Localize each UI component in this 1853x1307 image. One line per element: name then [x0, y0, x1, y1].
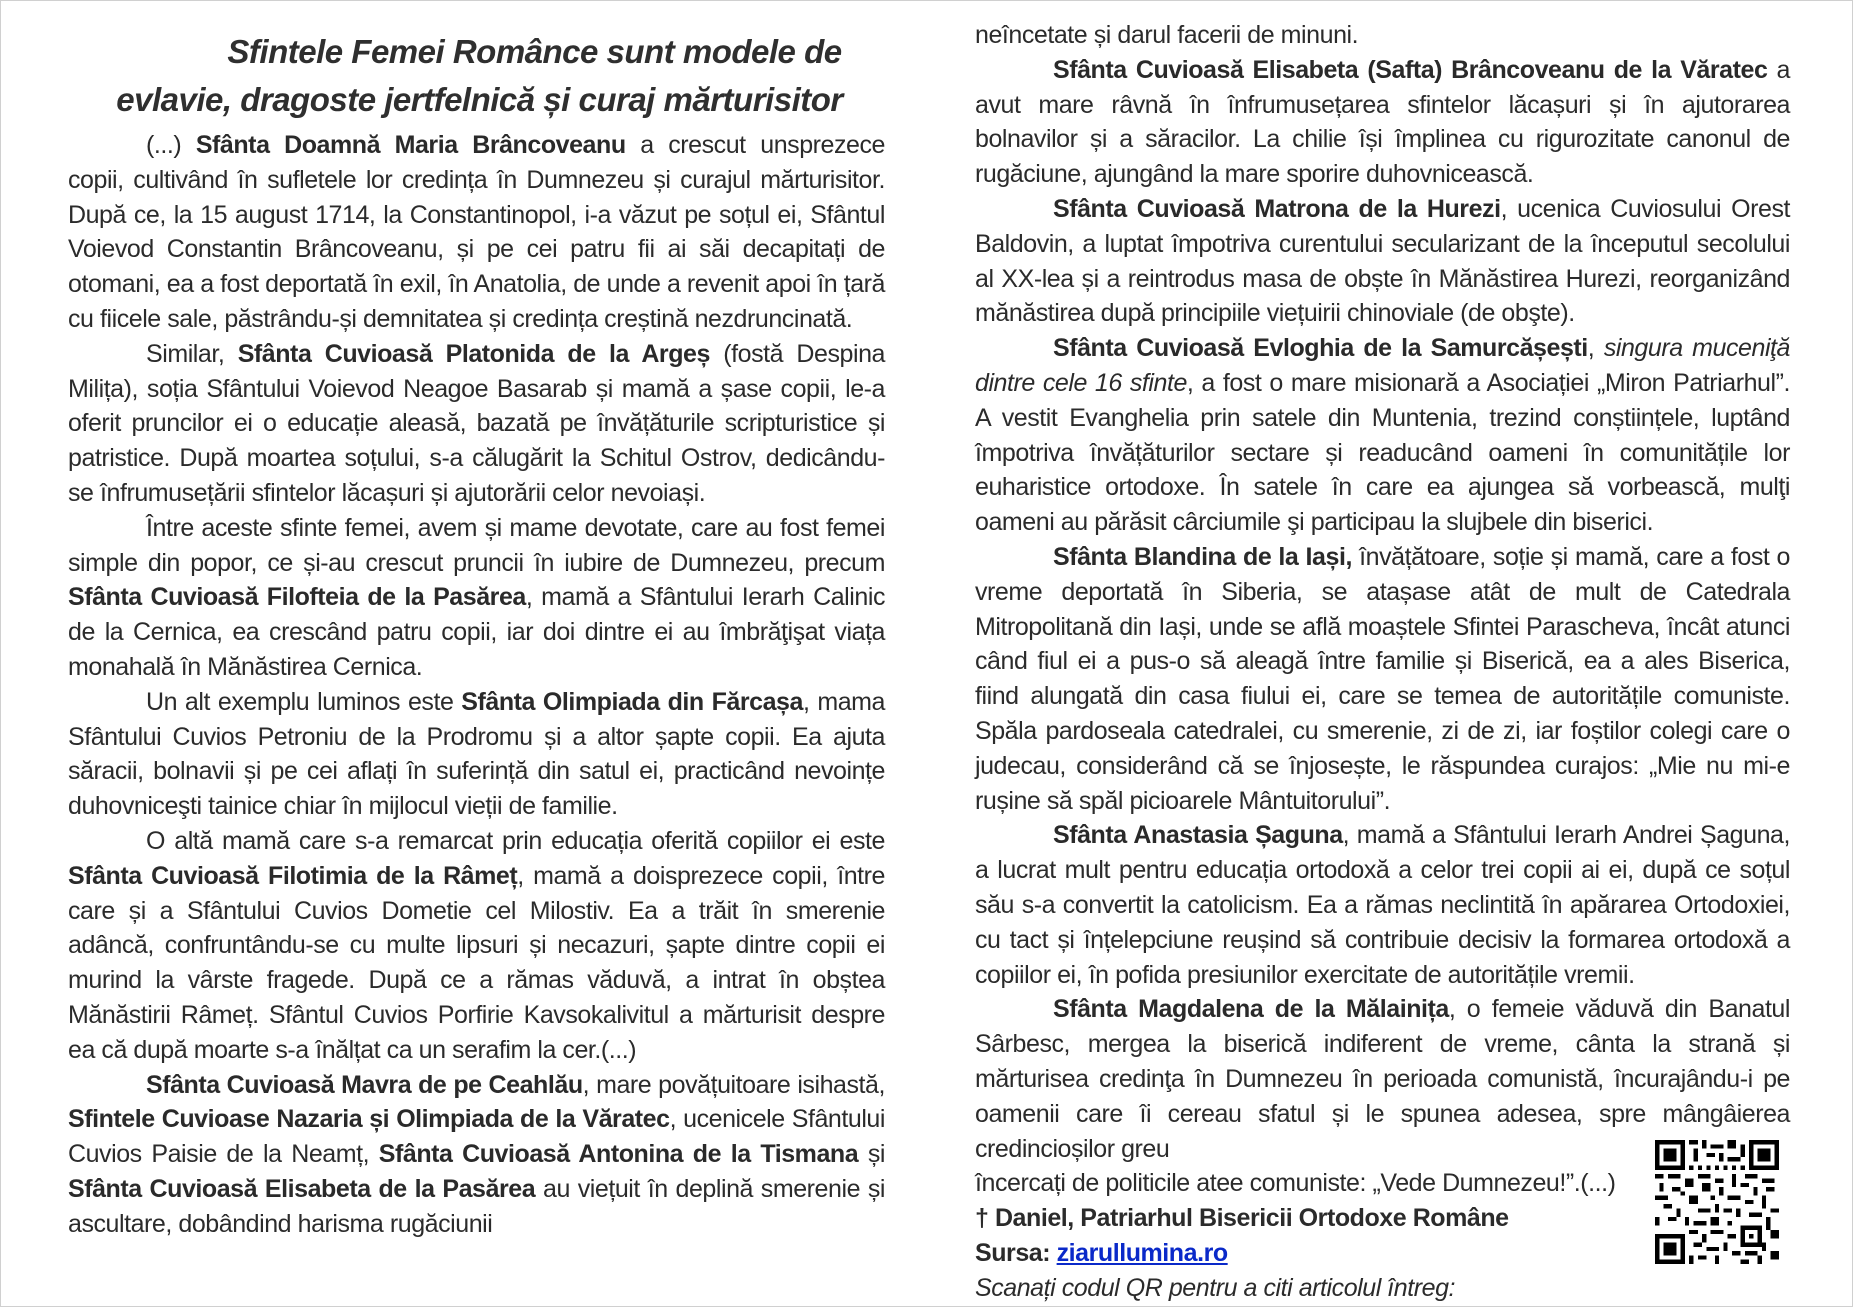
saint-name: Sfânta Cuvioasă Filofteia de la Pasărea — [68, 583, 526, 612]
saint-name: Sfânta Olimpiada din Fărcașa — [461, 687, 803, 716]
right-column — [975, 18, 1790, 1305]
saint-name: Sfânta Cuvioasă Mavra de pe Ceahlău — [146, 1070, 583, 1099]
qr-code-icon[interactable] — [1655, 1140, 1779, 1264]
saint-name: Sfânta Cuvioasă Antonina de la Tismana — [378, 1140, 859, 1169]
saint-name: Sfintele Cuvioase Nazaria și Olimpiada de la Văratec — [68, 1105, 670, 1134]
paragraph-mavra-nazaria-antonina: Sfânta Cuvioasă Mavra de pe Ceahlău, mare povățuitoare isihastă, Sfintele Cuvioase Nazaria și Olimpiada de la Văratec, ucenicele Sfântului Cuvios Paisie de la Neamț, Sfânta Cuvioasă Antonina de la Tismana și Sfânta Cuvioasă Elisabeta de la Pasărea au viețuit în deplină smerenie și ascultare, dobândind harisma rugăciunii — [68, 1070, 886, 1238]
paragraph-filotimia: O altă mamă care s-a remarcat prin educația oferită copiilor ei este Sfânta Cuvioasă Filotimia de la Râmeț, mamă a doisprezece copii, între care și a Sfântului Cuvios Dometie cel Milostiv. Ea a trăit în smerenie adâncă, confruntându-se cu multe lipsuri și necazuri, șapte dintre copii ei murind la vârste fragede. După ce a rămas văduvă, a intrat în obștea Mănăstirii Râmeț. Sfântul Cuvios Porfirie Kavsokalivitul a mărturisit despre ea că după moarte s-a înălțat ca un serafim la cer.(...) — [68, 826, 885, 1064]
paragraph-magdalena-last-line: încercați de politicile atee comuniste: „Vede Dumnezeu!”.(...) — [975, 1169, 1616, 1198]
emphasis-text: singura muceniţă dintre cele 16 sfinte — [975, 334, 1791, 397]
saint-name: Sfânta Cuvioasă Matrona de la Hurezi — [1053, 194, 1501, 223]
saint-name: Sfânta Cuvioasă Filotimia de la Râmeț — [68, 861, 518, 890]
source-link[interactable]: ziarullumina.ro — [1056, 1238, 1228, 1267]
saint-name: Sfânta Cuvioasă Platonida de la Argeș — [237, 339, 710, 368]
saint-name: Sfânta Blandina de la Iași, — [1053, 542, 1352, 571]
paragraph-evloghia: Sfânta Cuvioasă Evloghia de la Samurcășești, singura muceniţă dintre cele 16 sfinte, a fost o mare misionară a Asociației „Miron Patriarhul”. A vestit Evanghelia prin satele din Muntenia, trezind conștiințele, luptând împotriva învățăturilor sectare și readucând oameni în comunitățile lor euharistice ortodoxe. În satele în care ea ajungea să vorbească, mulţi oameni au părăsit cârciumile şi participau la slujbele din biserici. — [975, 334, 1791, 537]
saint-name: Sfânta Cuvioasă Elisabeta (Safta) Brâncoveanu de la Văratec — [1053, 55, 1768, 84]
paragraph-continuation: neîncetate și darul facerii de minuni. — [975, 21, 1359, 49]
paragraph-maria-brancoveanu: (...) Sfânta Doamnă Maria Brâncoveanu a crescut unsprezece copii, cultivând în sufletele lor credința în Dumnezeu și curajul mărturisitor. După ce, la 15 august 1714, la Constantinopol, i-a văzut pe soțul ei, Sfântul Voievod Constantin Brâncoveanu, și pe cei patru fii ai săi decapitați de otomani, ea a fost deportată în exil, în Anatolia, de unde a revenit apoi în țară cu fiicele sale, păstrându-și demnitatea și credința creștină nezdruncinată. — [68, 131, 885, 333]
paragraph-matrona: Sfânta Cuvioasă Matrona de la Hurezi, ucenica Cuviosului Orest Baldovin, a luptat împotriva curentului secularizant de la începutul secolului al XX-lea și a reintrodus masa de obște în Mănăstirea Hurezi, reorganizând mănăstirea după principiile viețuirii chinoviale (de obşte). — [975, 194, 1790, 328]
scan-instruction: Scanați codul QR pentru a citi articolul întreg: — [975, 1273, 1456, 1302]
paragraph-olimpiada-farcasa: Un alt exemplu luminos este Sfânta Olimpiada din Fărcașa, mama Sfântului Cuvios Petroniu de la Prodromu și a altor șapte copii. Ea ajuta săracii, bolnavii și pe cei aflați în suferință din satul ei, practicând nevoințe duhovniceşti tainice chiar în mijlocul vieții de familie. — [68, 687, 885, 821]
paragraph-elisabeta-brancoveanu: Sfânta Cuvioasă Elisabeta (Safta) Brâncoveanu de la Văratec a avut mare râvnă în înfrumusețarea sfintelor lăcașuri și în ajutorarea bolnavilor și a săracilor. La chilie își împlinea cu rigurozitate canonul de rugăciune, ajungând la mare sporire duhovnicească. — [975, 55, 1790, 189]
saint-name: Sfânta Magdalena de la Mălainița — [1053, 995, 1449, 1024]
title-line-2: evlavie, dragoste jertfelnică și curaj mărturisitor — [116, 81, 843, 118]
article-title — [68, 28, 885, 124]
left-column — [68, 28, 885, 1242]
saint-name: Sfânta Anastasia Șaguna — [1053, 821, 1343, 850]
saint-name: Sfânta Cuvioasă Elisabeta de la Pasărea — [68, 1174, 536, 1203]
paragraph-anastasia-saguna: Sfânta Anastasia Șaguna, mamă a Sfântului Ierarh Andrei Șaguna, a lucrat mult pentru educația ortodoxă a celor trei copii ai ei, după ce soțul său s-a convertit la catolicism. Ea a rămas neclintită în apărarea Ortodoxiei, cu tact și înțelepciune reușind să contribuie decisiv la formarea ortodoxă a copiilor ei, în pofida presiunilor exercitate de autoritățile vremii. — [975, 821, 1790, 989]
saint-name: Sfânta Doamnă Maria Brâncoveanu — [195, 131, 626, 159]
paragraph-filofteia: Între aceste sfinte femei, avem și mame devotate, care au fost femei simple din popor, ce și-au crescut pruncii în iubire de Dumnezeu, precum Sfânta Cuvioasă Filofteia de la Pasărea, mamă a Sfântului Ierarh Calinic de la Cernica, ea crescând patru copii, iar doi dintre ei au îmbrăţişat viața monahală în Mănăstirea Cernica. — [68, 513, 885, 681]
source-label: Sursa: — [975, 1238, 1057, 1267]
author-signature: † Daniel, Patriarhul Bisericii Ortodoxe Române — [975, 1204, 1509, 1233]
paragraph-platonida: Similar, Sfânta Cuvioasă Platonida de la Argeș (fostă Despina Milița), soția Sfântului Voievod Neagoe Basarab și mamă a șase copii, le-a oferit pruncilor ei o educație aleasă, bazată pe învățăturile scripturistice și patristice. După moartea soțului, s-a călugărit la Schitul Ostrov, dedicându-se înfrumusețării sfintelor lăcașuri și ajutorării celor nevoiași. — [68, 339, 885, 507]
paragraph-magdalena: Sfânta Magdalena de la Mălainița, o femeie văduvă din Banatul Sârbesc, mergea la biserică indiferent de vreme, cânta la strană și mărturisea credinţa în Dumnezeu în perioada comunistă, încurajându-i pe oamenii care îi cereau sfatul și le spunea adesea, spre mângâierea credincioșilor greu — [975, 995, 1790, 1163]
saint-name: Sfânta Cuvioasă Evloghia de la Samurcășești — [1053, 334, 1588, 363]
paragraph-blandina: Sfânta Blandina de la Iași, învățătoare, soție și mamă, care a fost o vreme deportată în Siberia, se atașase atât de mult de Catedrala Mitropolitană din Iași, unde se află moaștele Sfintei Parascheva, încât atunci când fiul ei a pus-o să aleagă între familie și Biserică, ea a ales Biserica, fiind alungată din casa fiului ei, care se temea de autoritățile comuniste. Spăla pardoseala catedralei, cu smerenie, zi de zi, iar foștilor colegi care o judecau, considerând că se înjosește, le răspundea curajos: „Mie nu mi-e rușine să spăl picioarele Mântuitorului”. — [975, 542, 1790, 815]
title-line-1: Sfintele Femei Românce sunt modele de — [227, 33, 842, 70]
